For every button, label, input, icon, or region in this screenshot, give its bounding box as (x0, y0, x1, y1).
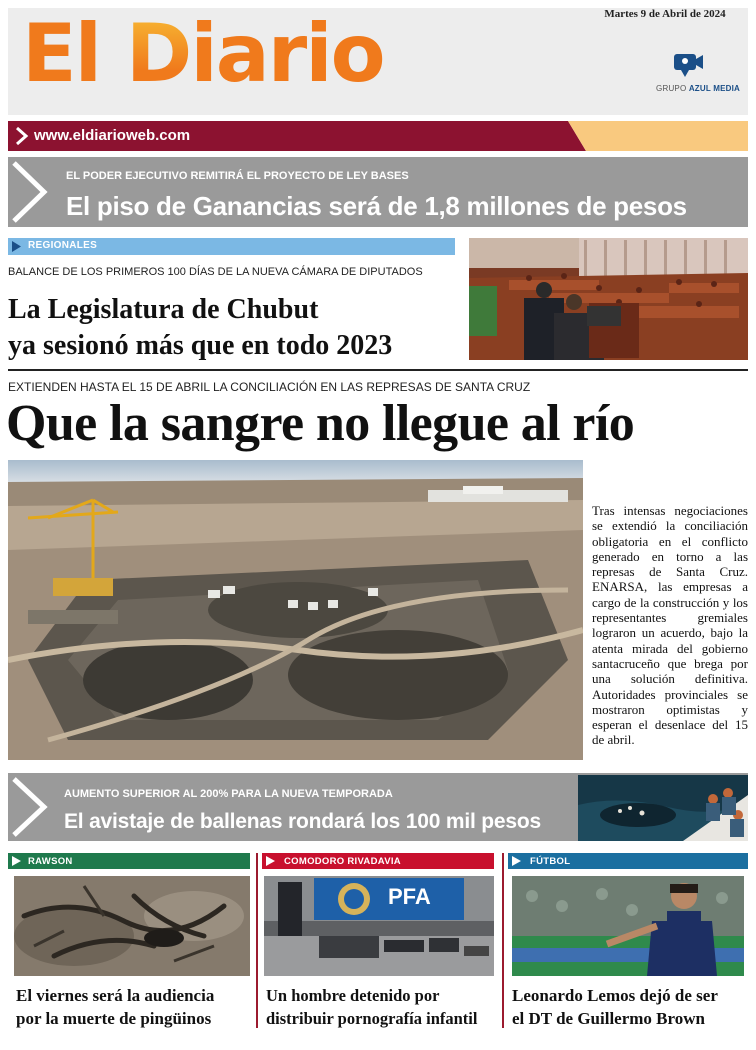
section-divider (8, 369, 748, 371)
logo-word-iario: iario (190, 7, 384, 100)
futbol-headline-line1: Leonardo Lemos dejó de ser (512, 986, 718, 1005)
whale-banner-kicker: AUMENTO SUPERIOR AL 200% PARA LA NUEVA TEMPORADA (64, 788, 393, 800)
top-banner-kicker: EL PODER EJECUTIVO REMITIRÁ EL PROYECTO DE LEY BASES (66, 170, 409, 182)
column-divider (256, 853, 258, 1028)
comodoro-headline-line1: Un hombre detenido por (266, 986, 440, 1005)
dam-construction-photo[interactable] (8, 460, 583, 760)
logo-word-el: El (22, 7, 126, 100)
grupo-name: AZUL MEDIA (688, 84, 740, 93)
logo-letter-d: D (125, 7, 191, 100)
section-label-comodoro[interactable]: COMODORO RIVADAVIA (284, 856, 401, 867)
main-story-headline[interactable]: Que la sangre no llegue al río (6, 395, 635, 452)
grupo-prefix: GRUPO (656, 84, 689, 93)
chevron-right-icon (12, 126, 32, 146)
url-date-bar (8, 121, 748, 151)
rawson-headline[interactable] (16, 984, 256, 1030)
whale-watching-photo[interactable] (578, 775, 748, 841)
whale-banner-headline[interactable]: El avistaje de ballenas rondará los 100 mil pesos (64, 810, 541, 833)
site-url-link[interactable]: www.eldiarioweb.com (34, 127, 191, 144)
seized-evidence-illustration (264, 876, 494, 976)
seized-evidence-photo[interactable] (264, 876, 494, 976)
rawson-headline-line1: El viernes será la audiencia (16, 986, 215, 1005)
futbol-headline-line2: el DT de Guillermo Brown (512, 1009, 705, 1028)
date-box (568, 121, 748, 151)
grupo-azul-media-label (620, 84, 740, 93)
chevron-right-icon (510, 855, 522, 867)
chevron-right-icon (10, 855, 22, 867)
azul-media-icon (672, 52, 704, 78)
main-story-body: Tras intensas negociaciones se extendió la conciliación obligatoria en el conflicto generado en torno a las represas de Santa Cruz. ENARSA, las empresas a cargo de la construcción y los representantes gremiales lograron un acuerdo, bajo la atenta mirada del gobierno santacruceño que brega por una solución definitiva. Autoridades provinciales se mostraron optimistas y esperan el desenlace del 15 de abril. (592, 503, 748, 748)
chevron-right-icon (10, 240, 22, 253)
section-label-regionales[interactable]: REGIONALES (28, 240, 98, 251)
top-banner-headline[interactable]: El piso de Ganancias será de 1,8 millones de pesos (66, 191, 687, 221)
regionales-headline[interactable] (8, 292, 458, 364)
el-diario-logo[interactable] (22, 7, 384, 100)
comodoro-headline-line2: distribuir pornografía infantil (266, 1009, 478, 1028)
regionales-kicker: BALANCE DE LOS PRIMEROS 100 DÍAS DE LA NUEVA CÁMARA DE DIPUTADOS (8, 266, 423, 278)
regionales-headline-line1: La Legislatura de Chubut (8, 294, 319, 325)
main-story-kicker: EXTIENDEN HASTA EL 15 DE ABRIL LA CONCILIACIÓN EN LAS REPRESAS DE SANTA CRUZ (8, 380, 531, 394)
regionales-headline-line2: ya sesionó más que en todo 2023 (8, 330, 393, 361)
coach-photo[interactable] (512, 876, 744, 976)
section-label-futbol[interactable]: FÚTBOL (530, 856, 571, 867)
legislature-photo[interactable] (469, 238, 748, 360)
column-divider (502, 853, 504, 1028)
futbol-headline[interactable] (512, 984, 752, 1030)
chevron-right-icon (264, 855, 276, 867)
pfa-sign: PFA (388, 884, 431, 909)
edition-date: Martes 9 de Abril de 2024 (604, 8, 726, 20)
penguin-remains-photo[interactable] (14, 876, 250, 976)
section-label-rawson[interactable]: RAWSON (28, 856, 73, 867)
chevron-right-icon (8, 157, 52, 227)
comodoro-headline[interactable] (266, 984, 502, 1030)
chevron-right-icon (8, 773, 52, 841)
rawson-headline-line2: por la muerte de pingüinos (16, 1009, 212, 1028)
